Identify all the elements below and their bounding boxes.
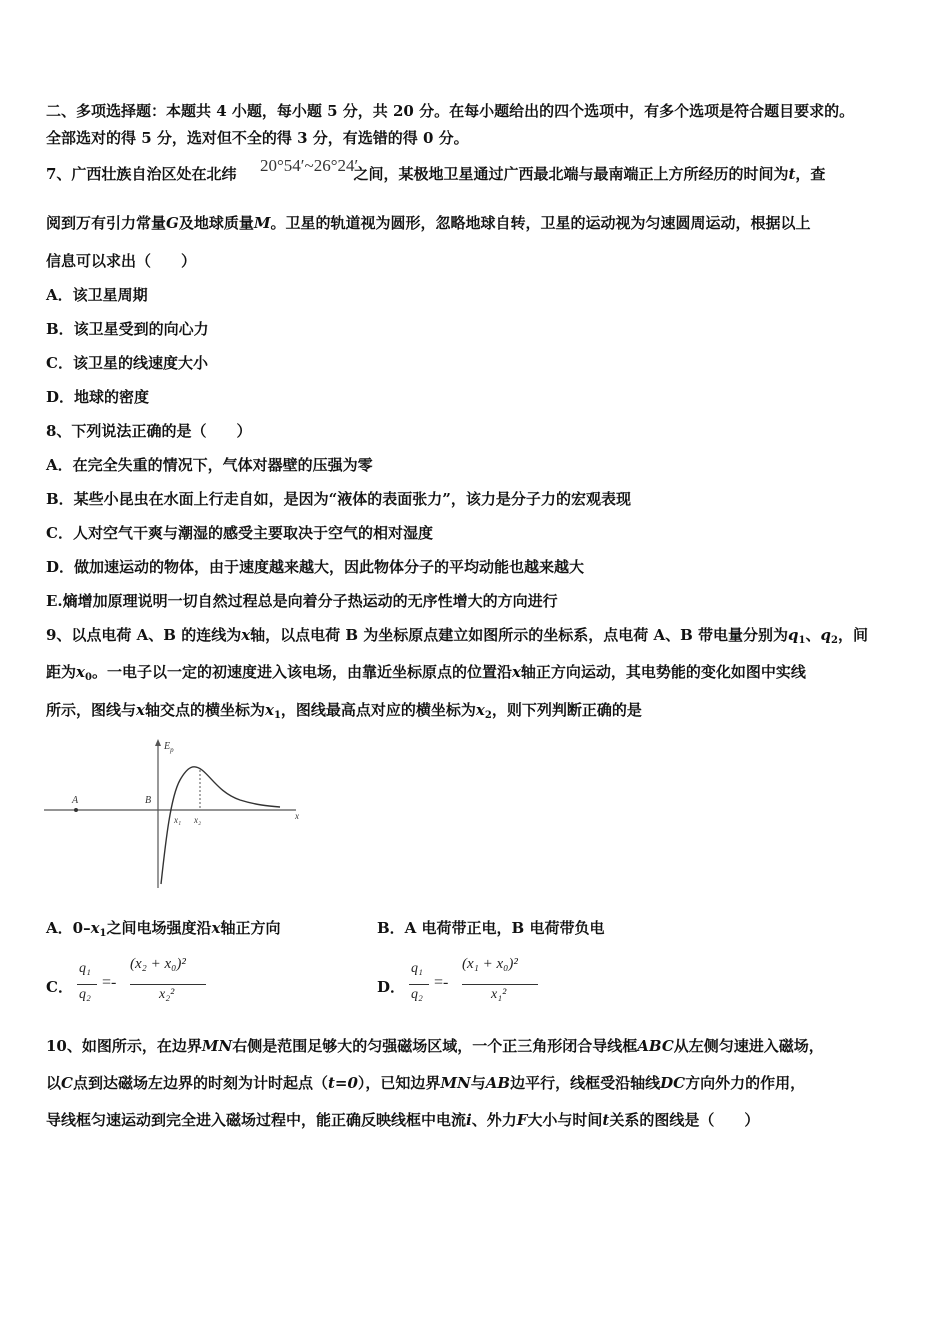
q10-l1c: 从左侧匀速进入磁场，	[673, 1037, 824, 1055]
q9-option-b[interactable]: B．A 电荷带正电，B 电荷带负电	[377, 919, 605, 937]
q9-optA-a: A．0–	[46, 919, 91, 937]
q10-stem-line1	[46, 1036, 824, 1056]
frac-q1: q₁	[79, 961, 91, 976]
frac-numerator: (x₂ + x₀)²	[130, 956, 186, 972]
q9-sub: 2	[484, 710, 492, 721]
q10-var-DC: DC	[660, 1074, 686, 1092]
frac-bar	[462, 984, 538, 985]
q10-var-MN: MN	[440, 1074, 471, 1092]
q8-option-b[interactable]: B．某些小昆虫在水面上行走自如，是因为“液体的表面张力”，该力是分子力的宏观表现	[46, 490, 631, 508]
q7-prefix: 7、广西壮族自治区处在北纬	[46, 165, 237, 183]
q9-l2b: 。一电子以一定的初速度进入该电场，由靠近坐标原点的位置沿	[91, 663, 512, 681]
q7-var-G: G	[166, 214, 179, 232]
frac-bar	[77, 984, 97, 985]
q10-l2a: 以	[46, 1074, 62, 1092]
q9-var-x: x	[136, 701, 145, 719]
q10-var-ABC: ABC	[637, 1037, 674, 1055]
q9-var-q: q	[788, 626, 799, 644]
q9-var-q: q	[820, 626, 832, 644]
q9-option-c-label[interactable]: C．	[46, 978, 73, 996]
frac-bar	[130, 984, 206, 985]
section-heading-line1: 二、多项选择题：本题共 4 小题，每小题 5 分，共 20 分。在每小题给出的四个选项中，有多个选项是符合题目要求的。	[46, 102, 855, 120]
frac-bar	[409, 984, 429, 985]
q7-option-d[interactable]: D．地球的密度	[46, 388, 150, 406]
q7-suffix: 之间，某极地卫星通过广西最北端与最南端正上方所经历的时间为	[353, 165, 789, 183]
q9-sep: 、	[805, 626, 821, 644]
frac-denominator: x₁²	[491, 987, 507, 1002]
frac-denominator: x₂²	[159, 987, 175, 1002]
q8-option-e[interactable]: E.熵增加原理说明一切自然过程总是向着分子热运动的无序性增大的方向进行	[46, 592, 558, 610]
q9-sub: 1	[99, 928, 107, 939]
q8-stem: 8、下列说法正确的是（ ）	[46, 422, 252, 440]
q9-optA-c: 轴正方向	[220, 919, 281, 937]
q9-option-c-formula[interactable]	[72, 955, 222, 1015]
q9-var-x: x	[511, 663, 521, 681]
q10-l3c: 大小与时间	[527, 1111, 603, 1129]
q10-stem-line3	[46, 1110, 759, 1130]
q7-var-t: t	[788, 165, 796, 183]
q7-var-M: M	[253, 214, 271, 232]
potential-energy-graph	[44, 738, 314, 890]
q10-var-i: i	[466, 1111, 472, 1129]
q9-sub: 2	[831, 635, 838, 646]
graph-label-x: x	[295, 811, 299, 821]
q8-option-c[interactable]: C．人对空气干爽与潮湿的感受主要取决于空气的相对湿度	[46, 524, 433, 542]
q10-var-t: t	[602, 1111, 610, 1129]
frac-q2: q₂	[79, 987, 91, 1002]
q9-stem-line1	[46, 625, 868, 651]
frac-q1: q₁	[411, 961, 423, 976]
q10-l2f: 方向外力的作用，	[685, 1074, 806, 1092]
q10-l2d: 与	[470, 1074, 486, 1092]
q9-l1b: 轴，以点电荷 B 为坐标原点建立如图所示的坐标系，点电荷 A、B 带电量分别为	[250, 626, 789, 644]
graph-label-a: A	[72, 795, 79, 806]
frac-q2: q₂	[411, 987, 423, 1002]
q10-l1a: 10、如图所示，在边界	[46, 1037, 202, 1055]
graph-label-b: B	[145, 795, 152, 806]
q9-option-d-formula[interactable]	[404, 955, 554, 1015]
q9-var-x0: x	[76, 663, 85, 681]
q7-line2-a: 阅到万有引力常量	[46, 214, 167, 232]
graph-ylabel: $E_p$	[164, 741, 174, 754]
q9-sub: 0	[84, 672, 92, 683]
q10-l2b: 点到达磁场左边界的时刻为计时起点（	[72, 1074, 328, 1092]
q9-l3d: ，则下列判断正确的是	[491, 701, 642, 719]
graph-label-x2: x₂	[194, 815, 202, 825]
q10-l2c: ），已知边界	[357, 1074, 441, 1092]
q10-var-C: C	[61, 1074, 73, 1092]
q7-line2-b: 及地球质量	[178, 214, 254, 232]
y-axis-arrow	[155, 739, 161, 746]
q9-var-x: x	[90, 919, 100, 937]
q7-stem-line2	[46, 213, 810, 233]
q7-line2-c: 。卫星的轨道视为圆形，忽略地球自转，卫星的运动视为匀速圆周运动，根据以上	[270, 214, 811, 232]
q10-l3b: 、外力	[471, 1111, 517, 1129]
q7-option-a[interactable]: A．该卫星周期	[46, 286, 148, 304]
q9-stem-line3	[46, 700, 642, 726]
q10-var-AB: AB	[485, 1074, 511, 1092]
point-a-dot	[74, 808, 78, 812]
section-heading-line2: 全部选对的得 5 分，选对但不全的得 3 分，有选错的得 0 分。	[46, 129, 469, 147]
q9-l3b: 轴交点的横坐标为	[144, 701, 265, 719]
equals-minus: =-	[434, 974, 449, 991]
q9-sub: 1	[798, 635, 806, 646]
q10-l3a: 导线框匀速运动到完全进入磁场过程中，能正确反映线框中电流	[46, 1111, 467, 1129]
equals-minus: =-	[102, 974, 117, 991]
q7-option-b[interactable]: B．该卫星受到的向心力	[46, 320, 209, 338]
q9-l2c: 轴正方向运动，其电势能的变化如图中实线	[520, 663, 806, 681]
q10-var-MN: MN	[201, 1037, 233, 1055]
q9-sub: 1	[273, 710, 281, 721]
q9-l1c: ，间	[838, 626, 869, 644]
q9-stem-line2	[46, 662, 806, 688]
q9-l3a: 所示，图线与	[46, 701, 137, 719]
q7-stem-line3: 信息可以求出（ ）	[46, 252, 197, 270]
q9-option-d-label[interactable]: D．	[377, 978, 406, 996]
q9-var-x: x	[211, 919, 221, 937]
q10-var-t0: t=0	[327, 1074, 358, 1092]
q8-option-a[interactable]: A．在完全失重的情况下，气体对器壁的压强为零	[46, 456, 373, 474]
graph-label-x1: x₁	[174, 815, 182, 825]
frac-numerator: (x₁ + x₀)²	[462, 956, 518, 972]
q9-var-x: x	[241, 626, 251, 644]
q10-stem-line2	[46, 1073, 805, 1093]
q10-l3d: 关系的图线是（ ）	[609, 1111, 760, 1129]
q9-l2a: 距为	[46, 663, 77, 681]
q8-option-d[interactable]: D．做加速运动的物体，由于速度越来越大，因此物体分子的平均动能也越来越大	[46, 558, 585, 576]
q10-l2e: 边平行，线框受沿轴线	[510, 1074, 661, 1092]
q7-latitude: 20°54′~26°24′	[260, 156, 359, 175]
q9-l3c: ，图线最高点对应的横坐标为	[280, 701, 476, 719]
q9-optA-b: 之间电场强度沿	[106, 919, 212, 937]
q9-var-x: x	[264, 701, 274, 719]
q9-var-x: x	[475, 701, 485, 719]
q9-l1a: 9、以点电荷 A、B 的连线为	[46, 626, 242, 644]
q7-stem-line1	[46, 164, 825, 184]
q10-l1b: 右侧是范围足够大的匀强磁场区域，一个正三角形闭合导线框	[232, 1037, 638, 1055]
q10-var-F: F	[516, 1111, 528, 1129]
potential-energy-curve	[161, 767, 280, 884]
q9-option-a[interactable]	[46, 918, 280, 944]
q7-suffix-end: ，查	[795, 165, 826, 183]
q7-option-c[interactable]: C．该卫星的线速度大小	[46, 354, 208, 372]
